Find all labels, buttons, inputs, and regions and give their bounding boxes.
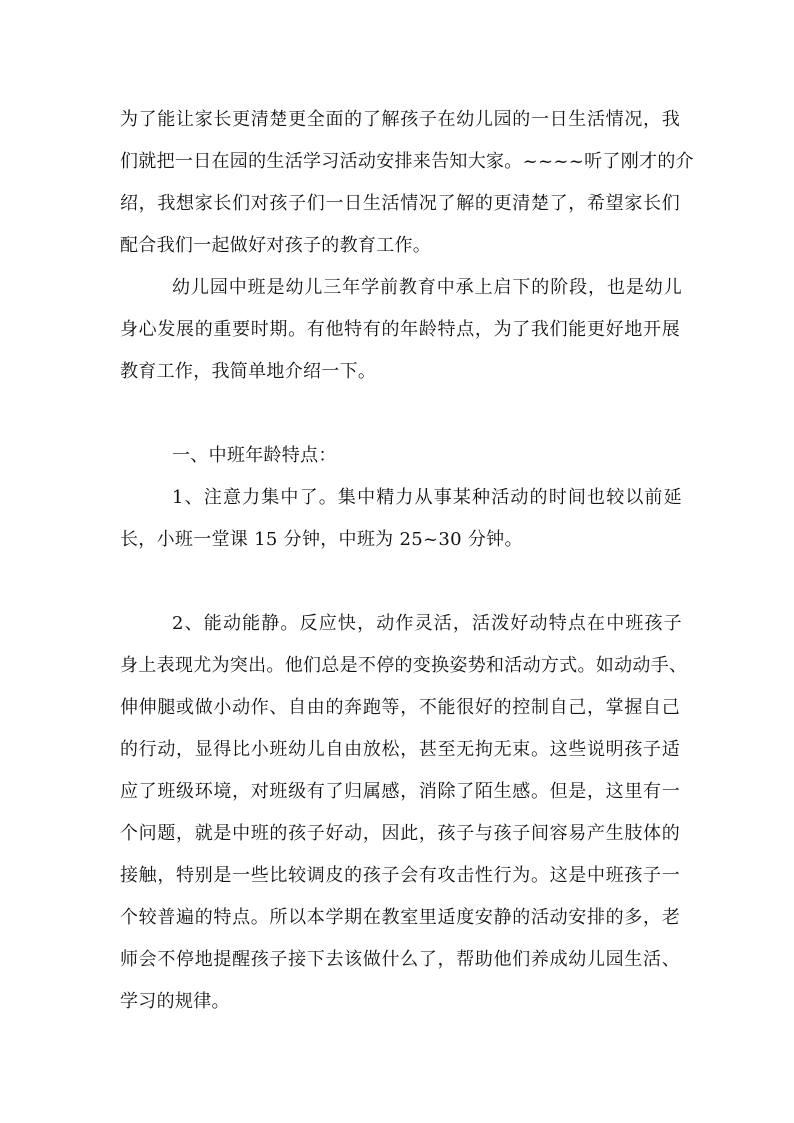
point-2-line-5: 应了班级环境，对班级有了归属感，消除了陌生感。但是，这里有一 xyxy=(120,781,680,802)
point-2-line-7: 接触，特别是一些比较调皮的孩子会有攻击性行为。这是中班孩子一 xyxy=(120,865,680,886)
point-2-line-4: 的行动，显得比小班幼儿自由放松，甚至无拘无束。这些说明孩子适 xyxy=(120,739,680,760)
point-2-line-6: 个问题，就是中班的孩子好动，因此，孩子与孩子间容易产生肢体的 xyxy=(120,823,680,844)
point-2-line-8: 个较普遍的特点。所以本学期在教室里适度安静的活动安排的多，老 xyxy=(120,907,680,928)
paragraph-2-line-1: 幼儿园中班是幼儿三年学前教育中承上启下的阶段，也是幼儿 xyxy=(172,277,682,298)
paragraph-1-line-4: 配合我们一起做好对孩子的教育工作。 xyxy=(120,235,432,256)
point-2-line-2: 身上表现尤为突出。他们总是不停的变换姿势和活动方式。如动动手、 xyxy=(120,655,688,676)
point-2-line-9: 师会不停地提醒孩子接下去该做什么了，帮助他们养成幼儿园生活、 xyxy=(120,949,680,970)
point-1-line-2: 长，小班一堂课 15 分钟，中班为 25~30 分钟。 xyxy=(120,529,523,550)
paragraph-1-line-3: 绍，我想家长们对孩子们一日生活情况了解的更清楚了，希望家长们 xyxy=(120,193,680,214)
section-heading: 一、中班年龄特点： xyxy=(172,445,337,466)
point-1-line-1: 1、注意力集中了。集中精力从事某种活动的时间也较以前延 xyxy=(172,487,682,508)
point-2-line-1: 2、能动能静。反应快，动作灵活，活泼好动特点在中班孩子 xyxy=(172,613,682,634)
paragraph-2-line-2: 身心发展的重要时期。有他特有的年龄特点，为了我们能更好地开展 xyxy=(120,319,680,340)
point-2-line-10: 学习的规律。 xyxy=(120,991,230,1012)
paragraph-1-line-1: 为了能让家长更清楚更全面的了解孩子在幼儿园的一日生活情况，我 xyxy=(120,109,680,130)
point-2-line-3: 伸伸腿或做小动作、自由的奔跑等，不能很好的控制自己，掌握自己 xyxy=(120,697,680,718)
paragraph-1-line-2: 们就把一日在园的生活学习活动安排来告知大家。~~~~听了刚才的介 xyxy=(120,151,694,172)
paragraph-2-line-3: 教育工作，我简单地介绍一下。 xyxy=(120,361,377,382)
